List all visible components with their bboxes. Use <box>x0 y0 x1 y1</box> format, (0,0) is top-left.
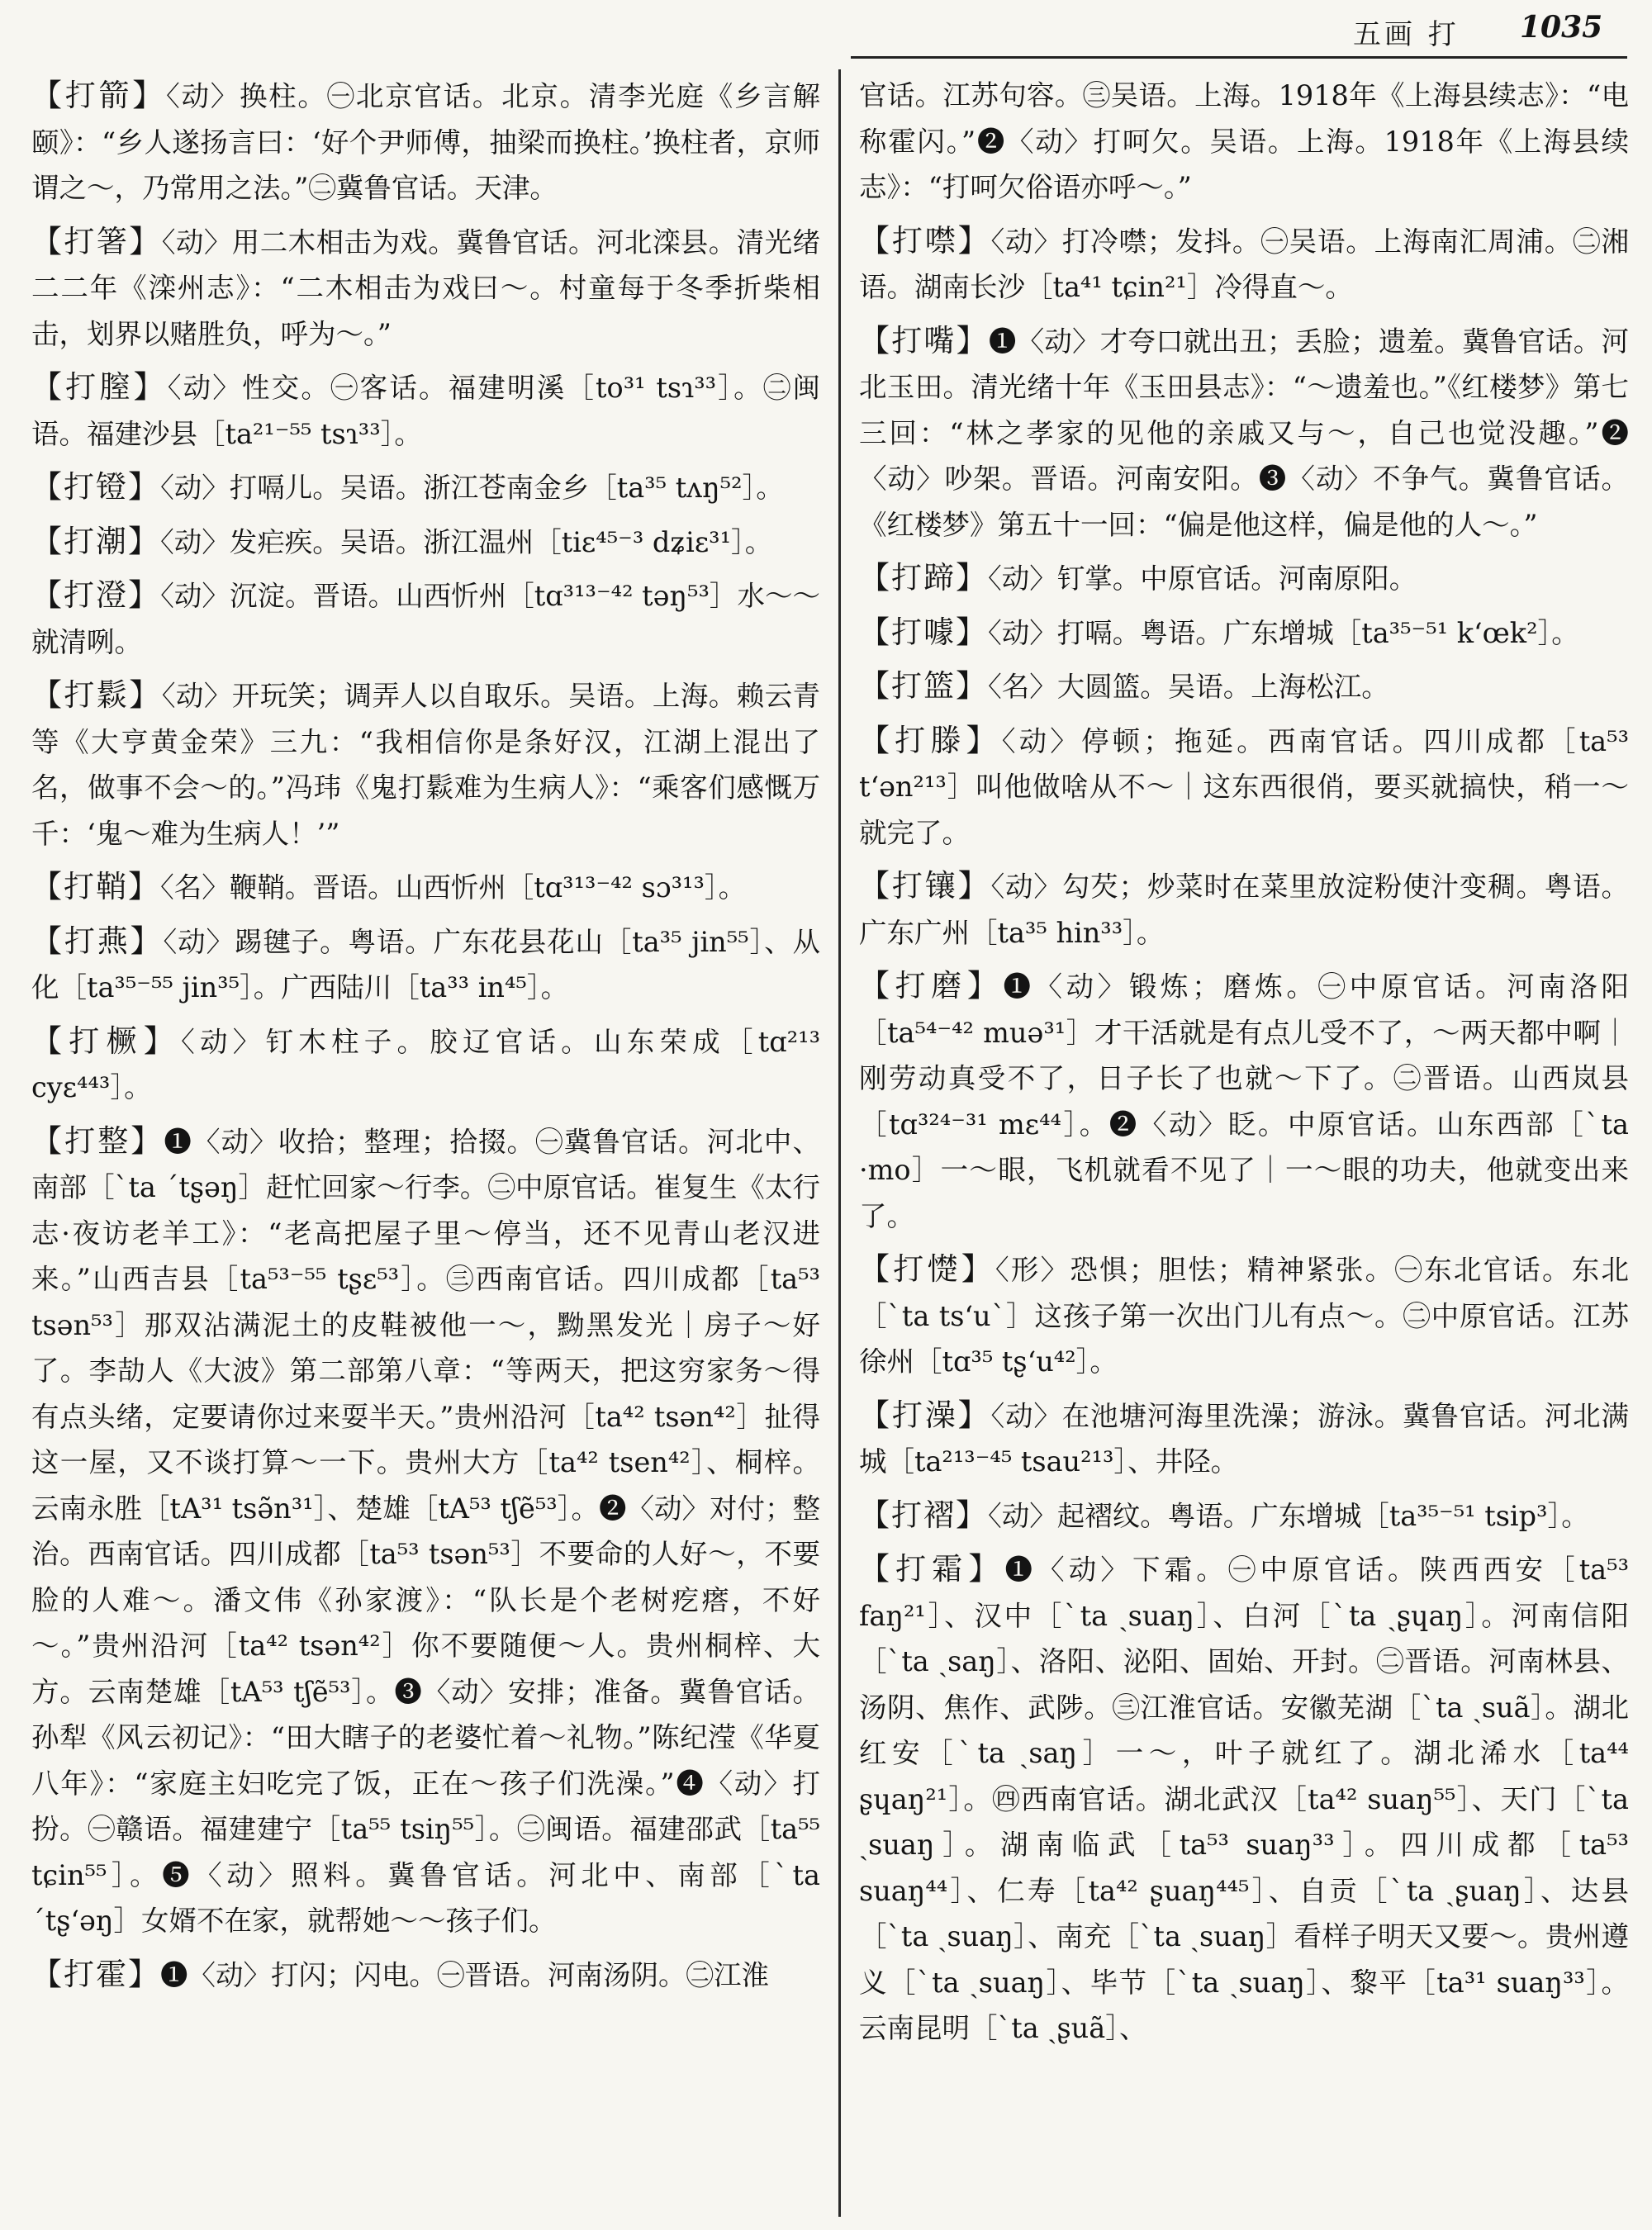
dictionary-entry <box>859 718 1629 856</box>
entry-headword: 【打箸】 <box>31 223 162 259</box>
entry-definition: 官话。江苏句容。㊂吴语。上海。1918年《上海县续志》：“电称霍闪。”❷〈动〉打呵欠。吴语。上海。1918年《上海县续志》：“打呵欠俗语亦呼～。” <box>859 79 1629 203</box>
entry-definition: 〈动〉性交。㊀客话。福建明溪［to³¹ tsɿ³³］。㊁闽语。福建沙县［ta²¹⁻⁵⁵ tsɿ³³］。 <box>31 372 820 450</box>
entry-definition: 〈动〉勾芡；炒菜时在菜里放淀粉使汁变稠。粤语。广东广州［ta³⁵ hin³³］。 <box>859 871 1629 949</box>
entry-definition: ❶〈动〉下霜。㊀中原官话。陕西西安［ta⁵³ faŋ²¹］、汉中［ˋta ˎsuaŋ］、白河［ˋta ˎʂɥaŋ］。河南信阳［ˋta ˎsaŋ］、洛阳、泌阳、固始、开封。㊁晋语。河南林县、汤阴、焦作、武陟。㊂江淮官话。安徽芜湖［ˋta ˎsuã］。湖北红安［ˋta ˎsaŋ］一～，叶子就红了。湖北浠水［ta⁴⁴ ʂɥaŋ²¹］。㊃西南官话。湖北武汉［ta⁴² suaŋ⁵⁵］、天门［ˋta ˎsuaŋ］。湖南临武［ta⁵³ suaŋ³³］。四川成都［ta⁵³ suaŋ⁴⁴］、仁寿［ta⁴² ʂuaŋ⁴⁴⁵］、自贡［ˋta ˎʂuaŋ］、达县［ˋta ˎsuaŋ］、南充［ˋta ˎsuaŋ］看样子明天又要～。贵州遵义［ˋta ˎsuaŋ］、毕节［ˋta ˎsuaŋ］、黎平［ta³¹ suaŋ³³］。云南昆明［ˋta ˎʂuã］、 <box>859 1554 1629 2044</box>
entry-headword: 【打褶】 <box>859 1497 988 1533</box>
dictionary-entry <box>31 464 820 511</box>
entry-definition: 〈动〉打嗝。粤语。广东增城［ta³⁵⁻⁵¹ k‘œk²］。 <box>988 616 1579 649</box>
left-column <box>31 73 820 2212</box>
entry-headword: 【打噱】 <box>859 614 988 650</box>
entry-headword: 【打整】 <box>31 1122 164 1159</box>
dictionary-entry <box>859 555 1629 602</box>
dictionary-entry <box>859 610 1629 657</box>
dictionary-entry <box>859 1393 1629 1485</box>
entry-headword: 【打蹄】 <box>859 560 988 595</box>
dictionary-entry <box>31 918 820 1011</box>
entry-definition: 〈动〉开玩笑；调弄人以自取乐。吴语。上海。赖云青等《大亨黄金荣》三九：“我相信你是条好汉，江湖上混出了名，做事不会～的。”冯玮《鬼打鬏难为生病人》：“乘客们感慨万千：‘鬼～难为生病人！’” <box>31 680 820 850</box>
page-number: 1035 <box>1520 10 1603 45</box>
dictionary-entry <box>31 73 820 211</box>
dictionary-entry <box>31 572 820 665</box>
dictionary-entry <box>31 672 820 856</box>
dictionary-entry <box>31 1118 820 1944</box>
entry-headword: 【打鞘】 <box>31 869 160 904</box>
dictionary-entry <box>31 1018 820 1111</box>
entry-definition: 〈动〉打嗝儿。吴语。浙江苍南金乡［ta³⁵ tʌŋ⁵²］。 <box>160 472 784 504</box>
dictionary-entry <box>859 1246 1629 1385</box>
entry-definition: 〈名〉鞭鞘。晋语。山西忻州［tɑ³¹³⁻⁴² sɔ³¹³］。 <box>160 871 747 904</box>
entry-headword: 【打憷】 <box>859 1251 995 1287</box>
entry-headword: 【打篮】 <box>859 668 988 704</box>
dictionary-entry <box>31 864 820 911</box>
entry-headword: 【打燕】 <box>31 923 164 959</box>
entry-definition: ❶〈动〉锻炼；磨炼。㊀中原官话。河南洛阳［ta⁵⁴⁻⁴² muə³¹］才干活就是有点儿受不了，～两天都中啊｜刚劳动真受不了，日子长了也就～下了。㊁晋语。山西岚县［tɑ³²⁴⁻³¹ mɛ⁴⁴］。❷〈动〉眨。中原官话。山东西部［ˋta ·mo］一～眼，飞机就看不见了｜一～眼的功夫，他就变出来了。 <box>859 970 1629 1232</box>
dictionary-entry <box>31 1952 820 1999</box>
entry-definition: 〈动〉停顿；拖延。西南官话。四川成都［ta⁵³ t‘ən²¹³］叫他做啥从不～｜这东西很俏，要买就搞快，稍一～就完了。 <box>859 724 1629 849</box>
entry-headword: 【打霜】 <box>859 1551 1005 1587</box>
entry-definition: ❶〈动〉收拾；整理；拾掇。㊀冀鲁官话。河北中、南部［ˋta ˊtʂəŋ］赶忙回家～行李。㊁中原官话。崔复生《太行志·夜访老羊工》：“老高把屋子里～停当，还不见青山老汉进来。”山西吉县［ta⁵³⁻⁵⁵ tʂɛ⁵³］。㊂西南官话。四川成都［ta⁵³ tsən⁵³］那双沾满泥土的皮鞋被他一～，黝黑发光｜房子～好了。李劼人《大波》第二部第八章：“等两天，把这穷家务～得有点头绪，定要请你过来耍半天。”贵州沿河［ta⁴² tsən⁴²］扯得这一屋，又不谈打算～一下。贵州大方［ta⁴² tsen⁴²］、桐梓。云南永胜［tA³¹ tsə̃n³¹］、楚雄［tA⁵³ tʃẽ⁵³］。❷〈动〉对付；整治。西南官话。四川成都［ta⁵³ tsən⁵³］不要命的人好～，不要脸的人难～。潘文伟《孙家渡》：“队长是个老树疙瘩，不好～。”贵州沿河［ta⁴² tsən⁴²］你不要随便～人。贵州桐梓、大方。云南楚雄［tA⁵³ tʃẽ⁵³］。❸〈动〉安排；准备。冀鲁官话。孙犁《风云初记》：“田大瞎子的老婆忙着～礼物。”陈纪滢《华夏八年》：“家庭主妇吃完了饭，正在～孩子们洗澡。”❹〈动〉打扮。㊀赣语。福建建宁［ta⁵⁵ tsiŋ⁵⁵］。㊁闽语。福建邵武［ta⁵⁵ tɕin⁵⁵］。❺〈动〉照料。冀鲁官话。河北中、南部［ˋta ˊtʂ‘əŋ］女婿不在家，就帮她～～孩子们。 <box>31 1125 820 1937</box>
dictionary-entry <box>859 663 1629 710</box>
entry-definition: 〈动〉换柱。㊀北京官话。北京。清李光庭《乡言解颐》：“乡人遂扬言曰：‘好个尹师傅，抽梁而换柱。’换柱者，京师谓之～，乃常用之法。”㊁冀鲁官话。天津。 <box>31 80 820 204</box>
dictionary-entry <box>859 863 1629 956</box>
dictionary-entry <box>859 1492 1629 1540</box>
dictionary-entry <box>31 519 820 566</box>
dictionary-entry <box>859 963 1629 1239</box>
entry-definition: 〈动〉发疟疾。吴语。浙江温州［tiɛ⁴⁵⁻³ dʑiɛ³¹］。 <box>160 525 773 558</box>
header-rule <box>851 56 1627 59</box>
entry-definition: 〈动〉用二木相击为戏。冀鲁官话。河北滦县。清光绪二二年《滦州志》：“二木相击为戏曰～。村童每于冬季折柴相击，划界以赌胜负，呼为～。” <box>31 225 820 350</box>
entry-definition: 〈动〉钉掌。中原官话。河南原阳。 <box>988 562 1417 595</box>
entry-definition: ❶〈动〉打闪；闪电。㊀晋语。河南汤阴。㊁江淮 <box>160 1958 769 1991</box>
entry-headword: 【打澡】 <box>859 1397 991 1433</box>
entry-headword: 【打橛】 <box>31 1022 182 1059</box>
entry-definition: 〈形〉恐惧；胆怯；精神紧张。㊀东北官话。东北［ˋta ts‘uˋ］这孩子第一次出门儿有点～。㊁中原官话。江苏徐州［tɑ³⁵ tʂ‘u⁴²］。 <box>859 1254 1629 1378</box>
entry-definition: ❶〈动〉才夸口就出丑；丢脸；遗羞。冀鲁官话。河北玉田。清光绪十年《玉田县志》：“～遗羞也。”《红楼梦》第七三回：“林之孝家的见他的亲戚又与～，自己也觉没趣。”❷〈动〉吵架。晋语。河南安阳。❸〈动〉不争气。冀鲁官话。《红楼梦》第五十一回：“偏是他这样，偏是他的人～。” <box>859 325 1629 541</box>
entry-definition: 〈动〉在池塘河海里洗澡；游泳。冀鲁官话。河北满城［ta²¹³⁻⁴⁵ tsau²¹³］、井陉。 <box>859 1399 1629 1478</box>
dictionary-entry <box>31 219 820 358</box>
dictionary-entry <box>31 364 820 457</box>
entry-headword: 【打镶】 <box>859 868 991 904</box>
dictionary-entry <box>859 1546 1629 2052</box>
entry-headword: 【打潮】 <box>31 523 160 559</box>
entry-definition: 〈动〉钉木柱子。胶辽官话。山东荣成［tɑ²¹³ cyɛ⁴⁴³］。 <box>31 1025 820 1103</box>
page-header <box>0 0 1652 53</box>
entry-definition: 〈动〉打冷噤；发抖。㊀吴语。上海南汇周浦。㊁湘语。湖南长沙［ta⁴¹ tɕin²¹］冷得直～。 <box>859 225 1629 303</box>
entry-headword: 【打镫】 <box>31 469 160 505</box>
entry-headword: 【打霍】 <box>31 1956 160 1992</box>
entry-definition: 〈动〉沉淀。晋语。山西忻州［tɑ³¹³⁻⁴² təŋ⁵³］水～～就清咧。 <box>31 580 820 658</box>
entry-definition: 〈名〉大圆篮。吴语。上海松江。 <box>988 671 1389 703</box>
section-title: 五画 打 <box>1353 18 1460 51</box>
dictionary-entry <box>859 218 1629 311</box>
dictionary-entry <box>859 318 1629 548</box>
entry-headword: 【打磨】 <box>859 968 1004 1004</box>
dictionary-entry <box>859 73 1629 211</box>
entry-definition: 〈动〉踢毽子。粤语。广东花县花山［ta³⁵ jin⁵⁵］、从化［ta³⁵⁻⁵⁵ jin³⁵］。广西陆川［ta³³ in⁴⁵］。 <box>31 925 820 1004</box>
entry-headword: 【打嘴】 <box>859 322 989 358</box>
entry-definition: 〈动〉起褶纹。粤语。广东增城［ta³⁵⁻⁵¹ tsip³］。 <box>988 1499 1589 1532</box>
column-divider <box>838 69 841 2217</box>
entry-headword: 【打鬏】 <box>31 677 162 713</box>
entry-headword: 【打滕】 <box>859 722 1002 758</box>
entry-headword: 【打箭】 <box>31 78 166 113</box>
entry-headword: 【打噤】 <box>859 222 991 259</box>
entry-headword: 【打膣】 <box>31 369 168 405</box>
entry-headword: 【打澄】 <box>31 577 161 613</box>
right-column <box>859 73 1629 2212</box>
